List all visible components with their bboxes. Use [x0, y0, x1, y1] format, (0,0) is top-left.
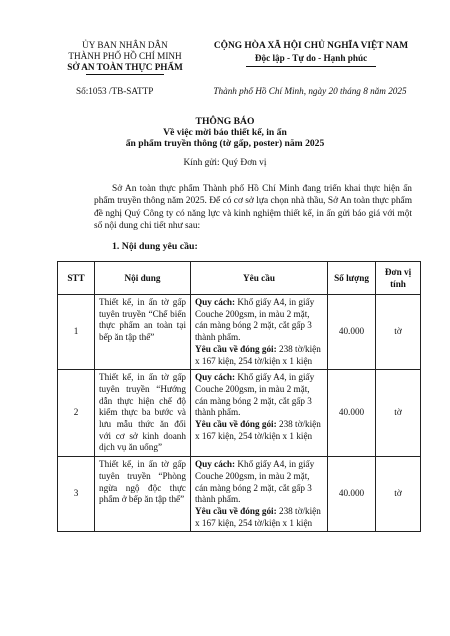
- packing-text: 238 tờ/kiện x 167 kiện, 254 tờ/kiện x 1 kiện: [195, 505, 321, 528]
- requirements-table: [57, 261, 421, 532]
- agency-line-2: THÀNH PHỐ HỒ CHÍ MINH: [68, 51, 182, 61]
- agency-line-1: ỦY BAN NHÂN DÂN: [82, 40, 168, 50]
- title-line-3: ấn phẩm truyền thông (tờ gấp, poster) năm 2025: [125, 138, 325, 149]
- row-stt: 1: [58, 295, 95, 370]
- row-quantity: 40.000: [328, 457, 376, 532]
- header-quantity: Số lượng: [328, 262, 376, 295]
- header-content: Nội dung: [95, 262, 191, 295]
- spec-text: Khổ giấy A4, in giấy Couche 200gsm, in màu 2 mặt, cán màng bóng 2 mặt, cắt gấp 3 thành phẩm.: [195, 459, 315, 505]
- row-requirement: [191, 295, 328, 370]
- row-unit: tờ: [376, 370, 421, 457]
- document-title: [60, 116, 390, 149]
- header-stt: STT: [58, 262, 95, 295]
- spec-label: Quy cách:: [195, 372, 236, 383]
- row-quantity: 40.000: [328, 295, 376, 370]
- packing-label: Yêu cầu về đóng gói:: [195, 505, 277, 516]
- intro-paragraph: Sở An toàn thực phẩm Thành phố Hồ Chí Minh đang triển khai thực hiện ấn phẩm truyền thông năm 2025. Để có cơ sở lựa chọn nhà thầu, Sở An toàn thực phẩm đề nghị Quý Công ty có năng lực và kinh nghiệm thiết kế, in ấn gửi báo giá với một số nội dung chi tiết như sau:: [94, 184, 412, 232]
- agency-name: SỞ AN TOÀN THỰC PHẨM: [67, 62, 183, 72]
- row-content: Thiết kế, in ấn tờ gấp tuyên truyền “Hướng dẫn thực hiện chế độ kiểm thực ba bước và lưu mẫu thức ăn đối với cơ sở kinh doanh dịch vụ ăn uống”: [95, 370, 191, 457]
- national-header: [200, 40, 422, 67]
- packing-label: Yêu cầu về đóng gói:: [195, 419, 277, 430]
- row-unit: tờ: [376, 457, 421, 532]
- title-line-2: Về việc mời báo thiết kế, in ấn: [163, 127, 287, 138]
- spec-text: Khổ giấy A4, in giấy Couche 200gsm, in màu 2 mặt, cán màng bóng 2 mặt, cắt gấp 3 thành phẩm.: [195, 372, 315, 418]
- header-unit: Đơn vị tính: [376, 262, 421, 295]
- national-motto: Độc lập - Tự do - Hạnh phúc: [254, 53, 368, 63]
- issuing-agency-header: [50, 40, 200, 75]
- packing-block: [195, 419, 323, 442]
- agency-underline: [86, 74, 164, 75]
- spec-label: Quy cách:: [195, 459, 236, 470]
- row-stt: 2: [58, 370, 95, 457]
- packing-text: 238 tờ/kiện x 167 kiện, 254 tờ/kiện x 1 kiện: [195, 343, 321, 366]
- spec-text: Khổ giấy A4, in giấy Couche 200gsm, in màu 2 mặt, cán màng bóng 2 mặt, cắt gấp 3 thành phẩm.: [195, 297, 315, 343]
- row-stt: 3: [58, 457, 95, 532]
- spec-label: Quy cách:: [195, 297, 236, 307]
- table-row: [58, 457, 421, 532]
- row-requirement: [191, 457, 328, 532]
- title-line-1: THÔNG BÁO: [195, 116, 255, 127]
- spec-block: [195, 459, 323, 506]
- table-row: [58, 370, 421, 457]
- row-quantity: 40.000: [328, 370, 376, 457]
- packing-block: [195, 506, 323, 529]
- spec-block: [195, 297, 323, 344]
- row-requirement: [191, 370, 328, 457]
- header-requirement: Yêu cầu: [191, 262, 328, 295]
- date-line: Thành phố Hồ Chí Minh, ngày 20 tháng 8 năm 2025: [213, 86, 407, 96]
- table-header-row: [58, 262, 421, 295]
- section-heading: 1. Nội dung yêu cầu:: [112, 241, 198, 252]
- row-content: Thiết kế, in ấn tờ gấp tuyên truyền “Chế biến thực phẩm an toàn tại bếp ăn tập thể”: [95, 295, 191, 370]
- table-row: [58, 295, 421, 370]
- motto-underline: [246, 66, 376, 67]
- recipient-line: Kính gửi: Quý Đơn vị: [183, 158, 267, 168]
- row-content: Thiết kế, in ấn tờ gấp tuyên truyền “Phòng ngừa ngộ độc thực phẩm ở bếp ăn tập thể”: [95, 457, 191, 532]
- packing-block: [195, 344, 323, 367]
- row-unit: tờ: [376, 295, 421, 370]
- spec-block: [195, 372, 323, 419]
- packing-label: Yêu cầu về đóng gói:: [195, 343, 277, 354]
- document-number: Số:1053 /TB-SATTP: [76, 86, 154, 96]
- national-title: CỘNG HÒA XÃ HỘI CHỦ NGHĨA VIỆT NAM: [213, 41, 409, 51]
- packing-text: 238 tờ/kiện x 167 kiện, 254 tờ/kiện x 1 kiện: [195, 419, 321, 441]
